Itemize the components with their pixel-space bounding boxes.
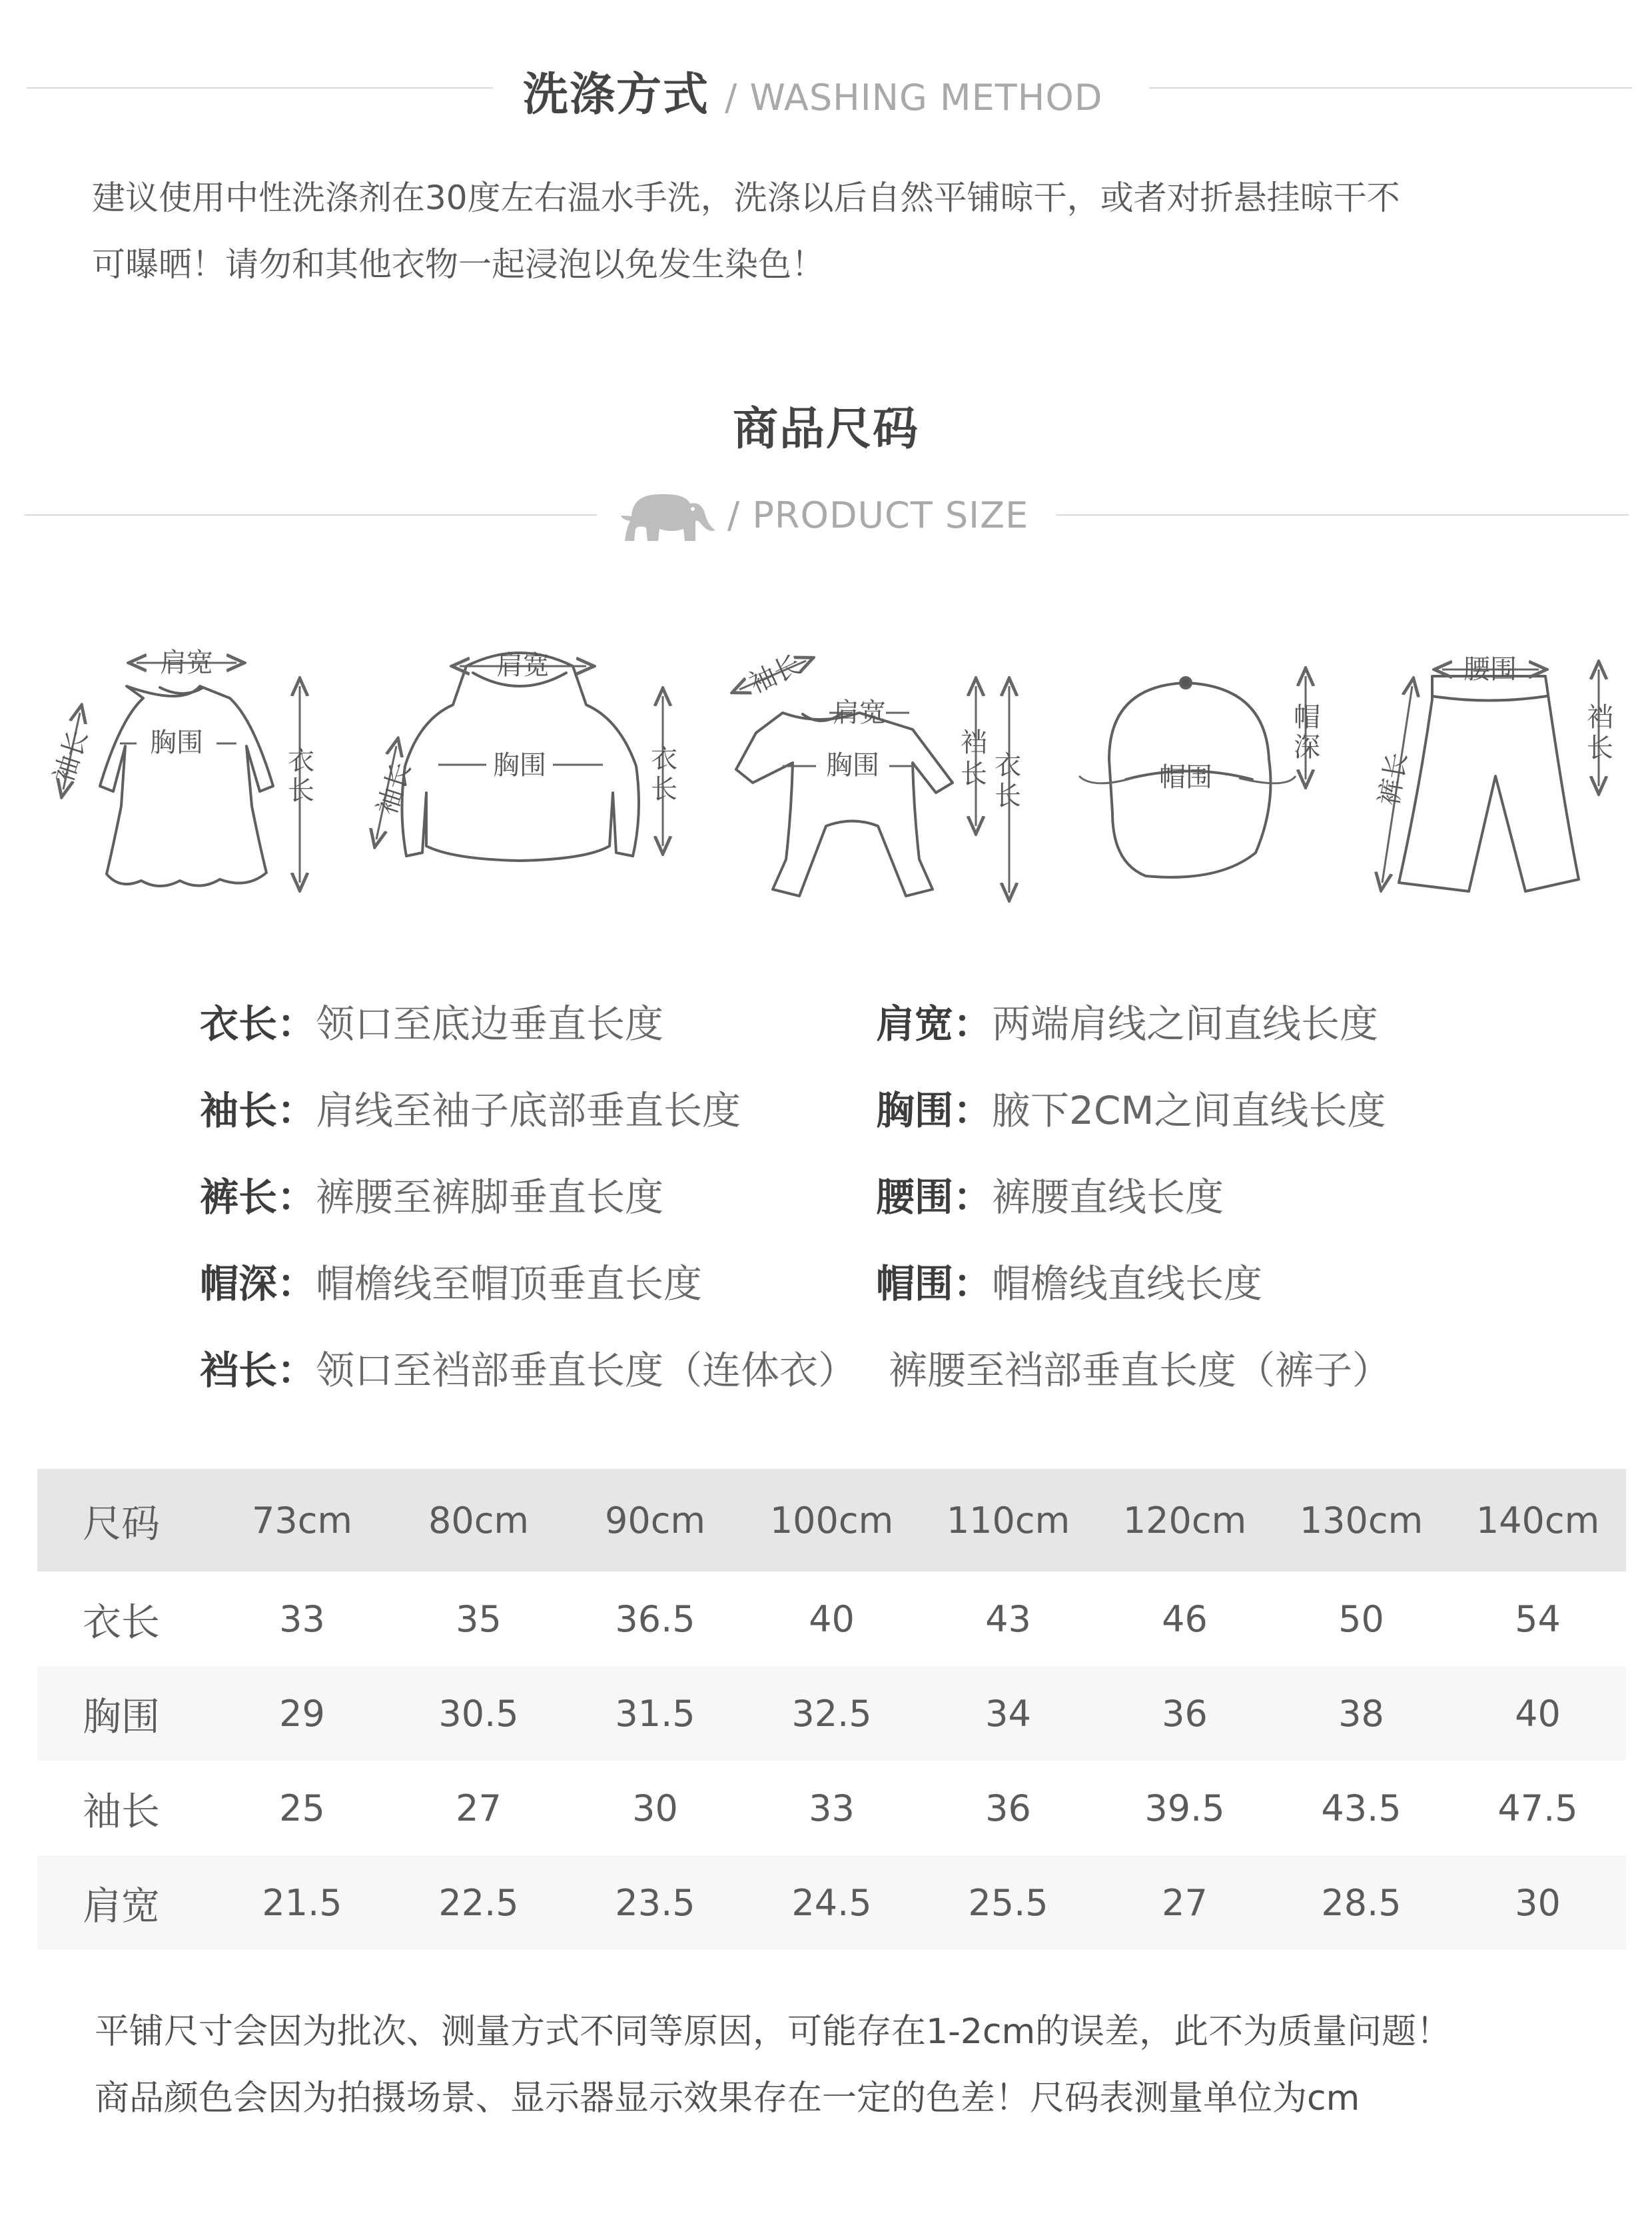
def-term: 裆长： [200, 1348, 316, 1393]
def-term: 衣长： [200, 1001, 316, 1047]
hoodie-shoulder-label: 肩宽 [496, 650, 550, 681]
washing-line-2: 可曝晒！请勿和其他衣物一起浸泡以免发生染色！ [92, 245, 825, 284]
cap-depth-b: 深 [1294, 732, 1320, 763]
dress-sleeve-label: 袖长 [48, 726, 95, 787]
def-term: 腰围： [876, 1174, 993, 1220]
def-desc: 领口至裆部垂直长度（连体衣） [316, 1348, 857, 1393]
table-cell: 33 [279, 1597, 325, 1640]
def-chest [876, 1079, 1386, 1135]
romper-length-a: 衣 [995, 750, 1021, 781]
table-cell: 36 [1096, 1666, 1273, 1761]
pants-crotch-a: 裆 [1587, 702, 1613, 733]
table-cell: 36.5 [615, 1597, 695, 1640]
romper-chest-label: 胸围 [826, 750, 879, 781]
table-cell: 40 [1449, 1666, 1626, 1761]
cap-depth-a: 帽 [1294, 702, 1320, 733]
pants-crotch-b: 长 [1587, 733, 1613, 763]
table-cell: 23.5 [567, 1855, 743, 1950]
pants-diagram [1399, 676, 1579, 891]
washing-rule-right [1149, 87, 1632, 89]
table-cell: 43.5 [1321, 1787, 1402, 1829]
table-row [37, 1571, 1626, 1666]
note-line-1: 平铺尺寸会因为批次、测量方式不同等原因，可能存在1-2cm的误差，此不为质量问题！ [95, 2012, 1451, 2052]
def-term: 肩宽： [876, 1001, 993, 1047]
table-cell: 24.5 [743, 1855, 920, 1950]
table-cell: 30.5 [390, 1666, 567, 1761]
table-header-cell: 140cm [1449, 1469, 1626, 1571]
table-cell: 32.5 [743, 1666, 920, 1761]
table-cell: 33 [809, 1787, 855, 1829]
table-row-label: 胸围 [37, 1666, 214, 1761]
romper-crotch-a: 裆 [961, 727, 987, 758]
def-term: 帽围： [876, 1261, 993, 1306]
def-length [200, 993, 663, 1049]
def-desc: 帽檐线至帽顶垂直长度 [316, 1261, 703, 1306]
pants-length-label: 裤长 [1374, 750, 1414, 808]
romper-crotch-b: 长 [961, 759, 987, 789]
table-cell: 21.5 [214, 1855, 390, 1950]
def-term: 帽深： [200, 1261, 316, 1306]
def-desc: 领口至底边垂直长度 [316, 1001, 664, 1047]
dress-shoulder-label: 肩宽 [160, 648, 213, 678]
hoodie-length-b: 长 [651, 774, 677, 805]
table-header-cell: 100cm [743, 1469, 920, 1571]
size-table [37, 1469, 1626, 1950]
table-cell: 25 [279, 1787, 325, 1829]
def-term: 裤长： [200, 1174, 316, 1220]
romper-sleeve-label: 袖长 [744, 649, 806, 700]
romper-shoulder-label: 肩宽 [833, 697, 886, 728]
table-header-cell: 110cm [920, 1469, 1096, 1571]
def-cap-depth [200, 1252, 702, 1308]
table-cell: 47.5 [1497, 1787, 1578, 1829]
table-cell: 36 [985, 1787, 1031, 1829]
size-rule-left [24, 514, 597, 516]
def-desc: 肩线至袖子底部垂直长度 [316, 1088, 741, 1133]
def-desc: 两端肩线之间直线长度 [992, 1001, 1379, 1047]
table-cell: 34 [920, 1666, 1096, 1761]
dress-diagram [100, 686, 273, 886]
def-desc: 帽檐线直线长度 [992, 1261, 1263, 1306]
table-header-cell: 尺码 [37, 1469, 214, 1571]
table-cell: 27 [1096, 1855, 1273, 1950]
washing-instructions [92, 165, 1624, 298]
dress-chest-label: 胸围 [150, 727, 203, 758]
cap-circ-label: 帽围 [1159, 762, 1212, 793]
dress-length-b: 长 [288, 775, 314, 806]
table-row-label: 衣长 [83, 1599, 161, 1645]
size-notes [95, 1998, 1627, 2132]
table-cell: 25.5 [920, 1855, 1096, 1950]
def-cap-circ [876, 1252, 1262, 1308]
table-row-label: 袖长 [83, 1789, 161, 1834]
table-row [37, 1761, 1626, 1855]
def-desc: 裤腰直线长度 [992, 1174, 1224, 1220]
def-term: 袖长： [200, 1088, 316, 1133]
table-cell: 39.5 [1144, 1787, 1225, 1829]
table-row [37, 1855, 1626, 1950]
hoodie-length-a: 衣 [651, 743, 677, 774]
table-cell: 22.5 [390, 1855, 567, 1950]
table-header-cell: 73cm [214, 1469, 390, 1571]
table-header-cell: 120cm [1096, 1469, 1273, 1571]
washing-title-en: / WASHING METHOD [725, 77, 1103, 119]
table-cell: 54 [1515, 1597, 1561, 1640]
size-title-en: / PRODUCT SIZE [727, 494, 1029, 536]
dress-length-a: 衣 [288, 745, 314, 776]
romper-diagram [736, 713, 953, 896]
pants-waist-label: 腰围 [1463, 654, 1517, 685]
def-pants-length [200, 1166, 663, 1222]
size-rule-right [1056, 514, 1629, 516]
table-cell: 31.5 [567, 1666, 743, 1761]
washing-line-1: 建议使用中性洗涤剂在30度左右温水手洗，洗涤以后自然平铺晾干，或者对折悬挂晾干不 [92, 179, 1400, 217]
table-cell: 28.5 [1273, 1855, 1449, 1950]
table-cell: 43 [985, 1597, 1031, 1640]
def-desc: 裤腰至裤脚垂直长度 [316, 1174, 664, 1220]
def-shoulder [876, 993, 1378, 1049]
table-cell: 38 [1273, 1666, 1449, 1761]
table-cell: 40 [809, 1597, 855, 1640]
hoodie-chest-label: 胸围 [493, 750, 546, 781]
table-cell: 29 [214, 1666, 390, 1761]
elephant-icon [618, 486, 718, 546]
table-row [37, 1666, 1626, 1761]
size-title-cn: 商品尺码 [732, 403, 919, 456]
def-sleeve [200, 1079, 741, 1135]
def-term: 胸围： [876, 1088, 993, 1133]
hoodie-sleeve-label: 袖长 [371, 758, 418, 819]
table-cell: 46 [1162, 1597, 1208, 1640]
table-cell: 27 [456, 1787, 502, 1829]
note-line-2: 商品颜色会因为拍摄场景、显示器显示效果存在一定的色差！尺码表测量单位为cm [95, 2078, 1360, 2118]
table-header-row [37, 1469, 1626, 1571]
table-header-cell: 130cm [1273, 1469, 1449, 1571]
garment-diagrams [0, 626, 1652, 906]
def-desc-2: 裤腰至裆部垂直长度（裤子） [889, 1348, 1392, 1393]
def-desc: 腋下2CM之间直线长度 [992, 1088, 1386, 1133]
table-row-label: 肩宽 [37, 1855, 214, 1950]
romper-length-b: 长 [995, 781, 1021, 811]
def-waist [876, 1166, 1224, 1222]
table-header-cell: 90cm [567, 1469, 743, 1571]
table-cell: 35 [456, 1597, 502, 1640]
table-header-cell: 80cm [390, 1469, 567, 1571]
washing-title [523, 59, 1102, 123]
table-cell: 30 [1449, 1855, 1626, 1950]
def-crotch [200, 1339, 1391, 1395]
washing-rule-left [27, 87, 493, 89]
table-cell: 30 [632, 1787, 678, 1829]
washing-title-cn: 洗涤方式 [523, 69, 710, 121]
table-cell: 50 [1338, 1597, 1384, 1640]
